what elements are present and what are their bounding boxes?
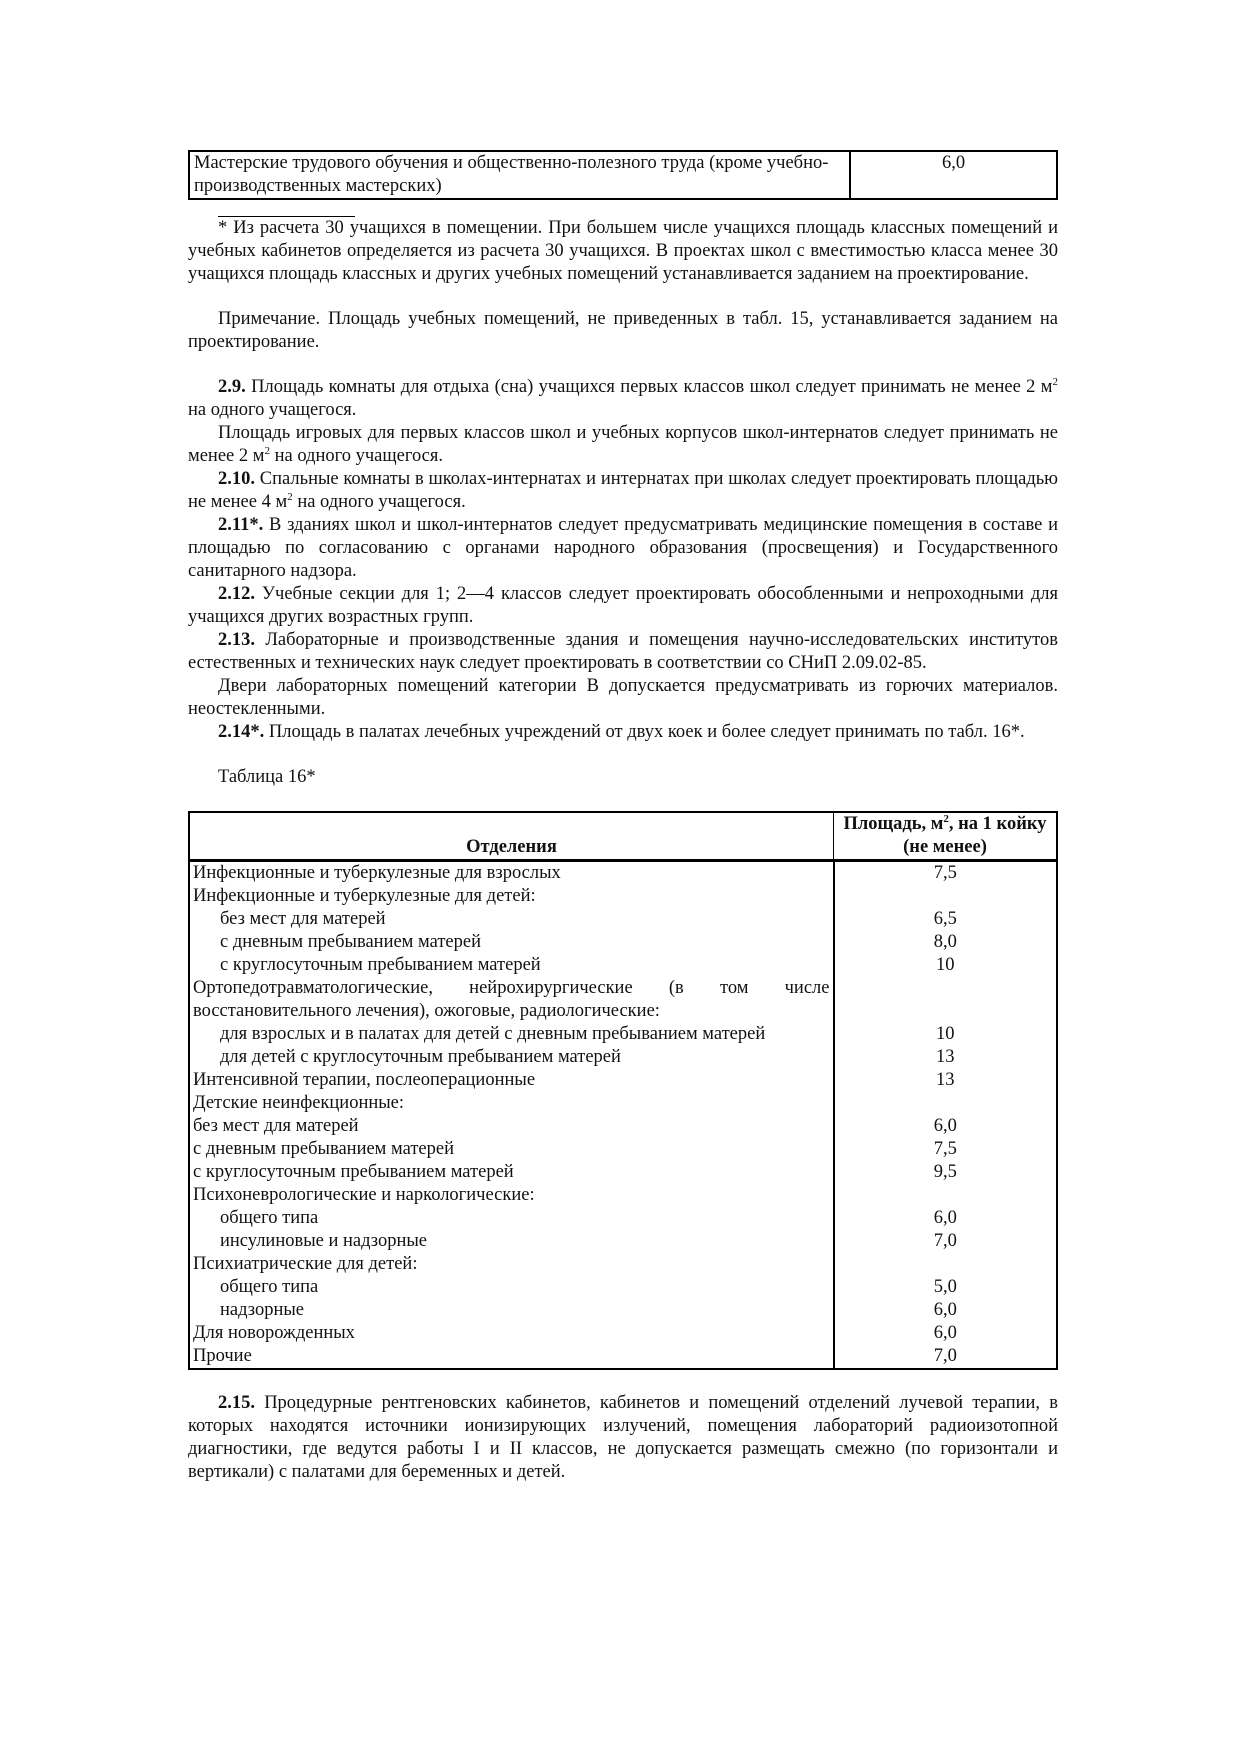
- table-row: [189, 1207, 1057, 1230]
- department-name: Детские неинфекционные:: [193, 1093, 405, 1113]
- table-row: [189, 1230, 1057, 1253]
- paragraph-2-14: 2.14*. Площадь в палатах лечебных учреждений от двух коек и более следует принимать по табл. 16*.: [218, 722, 1025, 742]
- column-header-departments: Отделения: [189, 812, 834, 861]
- area-value: 6,0: [834, 1299, 1058, 1322]
- department-name: Психиатрические для детей:: [193, 1254, 418, 1274]
- area-value: [834, 885, 1058, 908]
- table-row: [189, 885, 1057, 908]
- table-row: [189, 954, 1057, 977]
- department-name: для взрослых и в палатах для детей с дневным пребыванием матерей: [220, 1024, 766, 1044]
- paragraph-number: 2.15.: [218, 1393, 255, 1413]
- paragraph-2-12: 2.12. Учебные секции для 1; 2—4 классов следует проектировать обособленными и непроходными для учащихся других возрастных групп.: [188, 584, 1058, 627]
- department-name: общего типа: [220, 1277, 319, 1297]
- table-row: [189, 908, 1057, 931]
- table-row: [189, 1023, 1057, 1046]
- department-name: общего типа: [220, 1208, 319, 1228]
- table-header-row: [189, 812, 1057, 861]
- area-value: 7,5: [834, 861, 1058, 886]
- table-row: [189, 977, 1057, 1023]
- department-name: Ортопедотравматологические, нейрохирургические (в том числе восстановительного лечения), ожоговые, радиологические:: [193, 978, 830, 1021]
- area-value: 13: [834, 1069, 1058, 1092]
- paragraph-number: 2.13.: [218, 630, 255, 650]
- area-value: 5,0: [834, 1276, 1058, 1299]
- area-value: 7,5: [834, 1138, 1058, 1161]
- department-name: Инфекционные и туберкулезные для взрослых: [193, 863, 561, 883]
- footnote: * Из расчета 30 учащихся в помещении. При большем числе учащихся площадь классных помещений и учебных кабинетов определяется из расчета 30 учащихся. В проектах школ с вместимостью класса менее 30 учащихся площадь классных и других учебных помещений устанавливается заданием на проектирование.: [188, 218, 1058, 284]
- table-row: [189, 1253, 1057, 1276]
- area-value: 6,0: [834, 1207, 1058, 1230]
- paragraph-number: 2.12.: [218, 584, 255, 604]
- department-name: Для новорожденных: [193, 1323, 355, 1343]
- area-value: 6,5: [834, 908, 1058, 931]
- paragraph-number: 2.14*.: [218, 722, 265, 742]
- area-value: 6,0: [834, 1322, 1058, 1345]
- area-value: 9,5: [834, 1161, 1058, 1184]
- department-name: для детей с круглосуточным пребыванием матерей: [220, 1047, 621, 1067]
- table-row: [189, 1069, 1057, 1092]
- paragraph-2-9-b: Площадь игровых для первых классов школ и учебных корпусов школ-интернатов следует принимать не менее 2 $м^2$ на одного учащегося.: [188, 423, 1058, 466]
- table-row: [189, 1092, 1057, 1115]
- note: Примечание. Площадь учебных помещений, не приведенных в табл. 15, устанавливается заданием на проектирование.: [188, 309, 1058, 352]
- department-name: без мест для матерей: [193, 1116, 359, 1136]
- department-name: инсулиновые и надзорные: [220, 1231, 428, 1251]
- area-value: 7,0: [834, 1230, 1058, 1253]
- table-row: [189, 1299, 1057, 1322]
- table-row: [189, 1345, 1057, 1369]
- paragraph-2-9: 2.9. Площадь комнаты для отдыха (сна) учащихся первых классов школ следует принимать не менее 2 $м^2$ на одного учащегося.: [188, 376, 1058, 420]
- area-value: 7,0: [834, 1345, 1058, 1369]
- department-name: с круглосуточным пребыванием матерей: [193, 1162, 514, 1182]
- paragraph-number: 2.11*.: [218, 515, 264, 535]
- table-row: [189, 1276, 1057, 1299]
- department-name: с круглосуточным пребыванием матерей: [220, 955, 541, 975]
- table-16: [188, 811, 1058, 1370]
- table-caption: Таблица 16*: [218, 767, 316, 787]
- table-row: [189, 931, 1057, 954]
- area-value: [834, 1184, 1058, 1207]
- area-value: 13: [834, 1046, 1058, 1069]
- document-page: [188, 150, 1058, 1484]
- department-name: без мест для матерей: [220, 909, 386, 929]
- table-row: [189, 1184, 1057, 1207]
- paragraph-2-11: 2.11*. В зданиях школ и школ-интернатов следует предусматривать медицинские помещения в составе и площадью по согласованию с органами народного образования (просвещения) и Государственного санитарного надзора.: [188, 515, 1058, 581]
- department-name: Интенсивной терапии, послеоперационные: [193, 1070, 536, 1090]
- department-name: с дневным пребыванием матерей: [220, 932, 481, 952]
- table-row: [189, 1161, 1057, 1184]
- area-value: [834, 1092, 1058, 1115]
- area-value: 10: [834, 1023, 1058, 1046]
- paragraph-number: 2.9.: [218, 377, 246, 397]
- table-row: [189, 1046, 1057, 1069]
- table-row: [189, 861, 1057, 886]
- paragraph-2-15: 2.15. Процедурные рентгеновских кабинетов, кабинетов и помещений отделений лучевой терапии, в которых находятся источники ионизирующих излучений, помещения лабораторий радиоизотопной диагностики, где ведутся работы I и II классов, не допускается размещать смежно (по горизонтали и вертикали) с палатами для беременных и детей.: [188, 1393, 1058, 1482]
- area-value: [834, 1253, 1058, 1276]
- area-value: [834, 977, 1058, 1023]
- column-header-area: Площадь, $м^2$, на 1 койку (не менее): [834, 812, 1058, 861]
- table-row: [189, 1115, 1057, 1138]
- table-row: [189, 1322, 1057, 1345]
- department-name: Инфекционные и туберкулезные для детей:: [193, 886, 536, 906]
- top-table: [188, 150, 1058, 200]
- table-row: [189, 1138, 1057, 1161]
- department-name: Прочие: [193, 1346, 252, 1366]
- table-row: [189, 151, 1057, 199]
- paragraph-2-13: 2.13. Лабораторные и производственные здания и помещения научно-исследовательских институтов естественных и технических наук следует проектировать в соответствии со СНиП 2.09.02-85.: [188, 630, 1058, 673]
- area-value: 10: [834, 954, 1058, 977]
- paragraph-2-10: 2.10. Спальные комнаты в школах-интернатах и интернатах при школах следует проектировать площадью не менее 4 $м^2$ на одного учащегося.: [188, 469, 1058, 512]
- department-name: Психоневрологические и наркологические:: [193, 1185, 535, 1205]
- paragraph-2-13-b: Двери лабораторных помещений категории В допускается предусматривать из горючих материалов. неостекленными.: [188, 676, 1058, 719]
- area-value: 6,0: [834, 1115, 1058, 1138]
- table-body: [189, 861, 1057, 1370]
- paragraph-number: 2.10.: [218, 469, 255, 489]
- table-cell-label: Мастерские трудового обучения и общественно-полезного труда (кроме учебно-производственных мастерских): [189, 151, 850, 199]
- table-cell-value: 6,0: [850, 151, 1057, 199]
- department-name: надзорные: [220, 1300, 304, 1320]
- department-name: с дневным пребыванием матерей: [193, 1139, 454, 1159]
- area-value: 8,0: [834, 931, 1058, 954]
